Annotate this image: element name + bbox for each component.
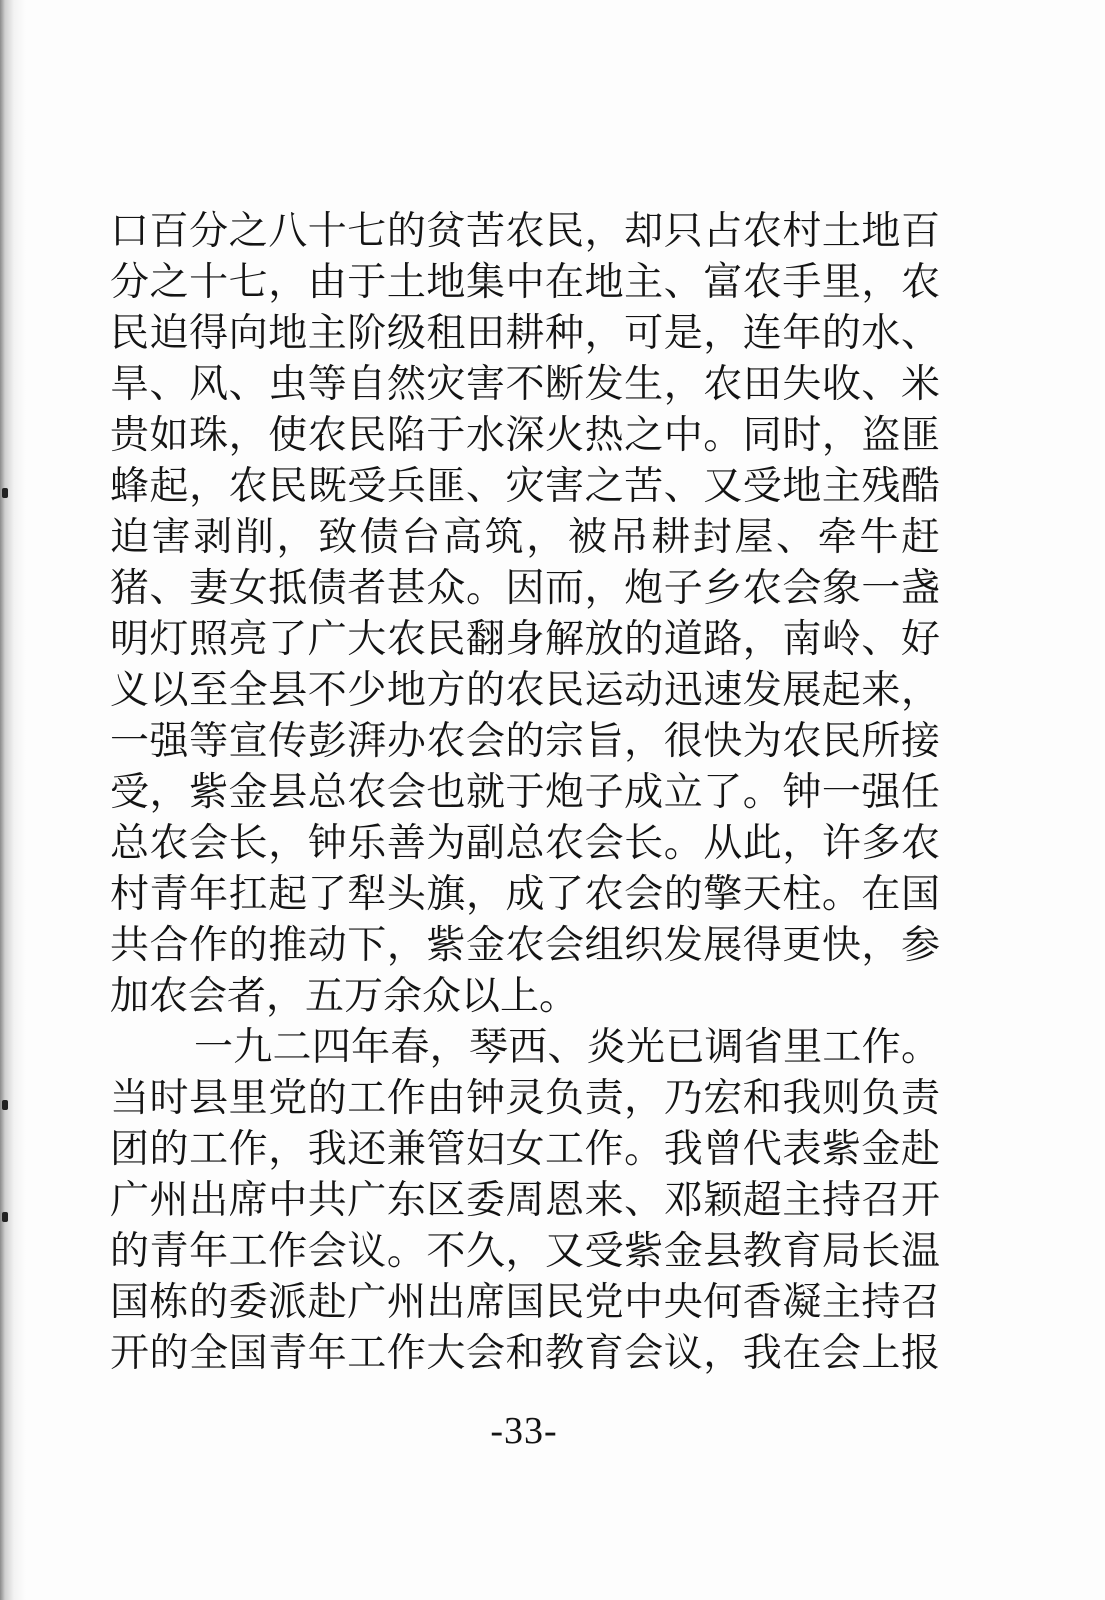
text-line: 口百分之八十七的贫苦农民，却只占农村土地百 (110, 209, 940, 254)
text-line: 开的全国青年工作大会和教育会议，我在会上报 (110, 1331, 940, 1376)
text-line: 迫害剥削，致债台高筑，被吊耕封屋、牵牛赶 (110, 515, 940, 560)
text-line: 共合作的推动下，紫金农会组织发展得更快，参 (110, 923, 940, 968)
text-line: 广州出席中共广东区委周恩来、邓颖超主持召开 (110, 1178, 940, 1223)
text-line: 分之十七，由于土地集中在地主、富农手里，农 (110, 260, 940, 305)
page-number: -33- (490, 1410, 558, 1452)
text-line: 蜂起，农民既受兵匪、灾害之苦、又受地主残酷 (110, 464, 940, 509)
text-line: 旱、风、虫等自然灾害不断发生，农田失收、米 (110, 362, 940, 407)
text-line: 总农会长，钟乐善为副总农会长。从此，许多农 (110, 821, 940, 866)
text-line: 贵如珠，使农民陷于水深火热之中。同时，盗匪 (110, 413, 940, 458)
text-line: 明灯照亮了广大农民翻身解放的道路，南岭、好 (110, 617, 940, 662)
text-line: 义以至全县不少地方的农民运动迅速发展起来， (110, 668, 940, 713)
text-line: 国栋的委派赴广州出席国民党中央何香凝主持召 (110, 1280, 940, 1325)
text-line: 民迫得向地主阶级租田耕种，可是，连年的水、 (110, 311, 940, 356)
text-line: 一强等宣传彭湃办农会的宗旨，很快为农民所接 (110, 719, 940, 764)
text-line: 猪、妻女抵债者甚众。因而，炮子乡农会象一盏 (110, 566, 940, 611)
scan-edge-shadow (0, 0, 26, 1600)
text-line: 的青年工作会议。不久，又受紫金县教育局长温 (110, 1229, 940, 1274)
text-line: 村青年扛起了犁头旗，成了农会的擎天柱。在国 (110, 872, 940, 917)
body-text (110, 206, 940, 1379)
scan-edge-mark (2, 1100, 8, 1110)
scan-edge-mark (2, 488, 8, 498)
text-line: 团的工作，我还兼管妇女工作。我曾代表紫金赴 (110, 1127, 940, 1172)
text-line: 受，紫金县总农会也就于炮子成立了。钟一强任 (110, 770, 940, 815)
paragraph-start-line: 一九二四年春，琴西、炎光已调省里工作。 (194, 1025, 940, 1070)
scan-edge-mark (2, 1212, 8, 1222)
paragraph-end-line: 加农会者，五万余众以上。 (110, 974, 579, 1019)
text-line: 当时县里党的工作由钟灵负责，乃宏和我则负责 (110, 1076, 940, 1121)
